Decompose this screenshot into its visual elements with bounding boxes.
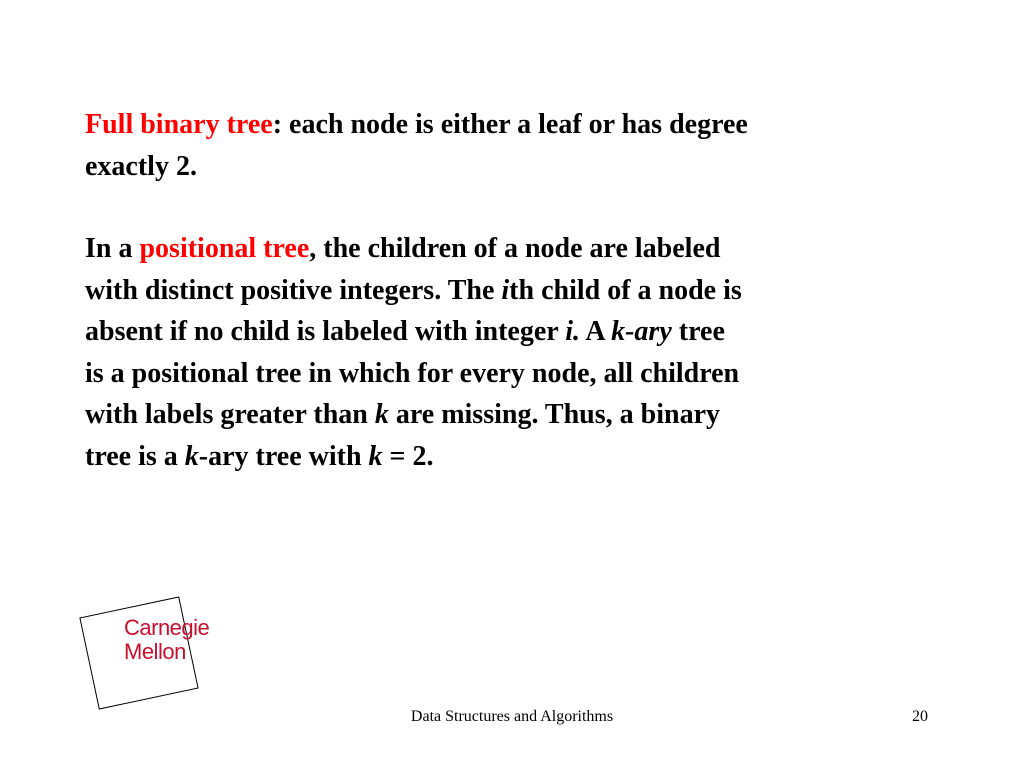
text-line — [85, 394, 945, 436]
carnegie-mellon-logo — [80, 590, 250, 715]
term-positional-tree: positional tree — [139, 233, 310, 264]
text-span: In a — [85, 233, 140, 264]
text-span: with distinct positive integers. The — [85, 274, 502, 306]
page-number: 20 — [912, 708, 928, 725]
text-span: : each node is either a leaf or has degree — [272, 109, 748, 140]
italic-k: k — [368, 440, 383, 472]
text-span: = 2. — [382, 440, 434, 472]
italic-k: k — [374, 399, 389, 430]
text-span: -ary tree with — [198, 440, 369, 472]
footer-course-title: Data Structures and Algorithms — [410, 708, 614, 725]
text-span: , the children of a node are labeled — [309, 233, 721, 264]
text-line — [85, 104, 945, 146]
slide-body — [85, 104, 945, 518]
italic-k: k — [184, 440, 199, 472]
definition-positional-tree — [85, 228, 945, 477]
definition-full-binary-tree — [85, 104, 945, 187]
logo-line-2: Mellon — [124, 639, 186, 664]
text-span: tree — [671, 316, 725, 347]
text-line: is a positional tree in which for every node, all children — [85, 357, 740, 389]
logo-line-1: Carnegie — [124, 615, 210, 640]
logo-wordmark — [124, 616, 209, 664]
text-line — [85, 270, 945, 312]
text-span: absent if no child is labeled with integer — [85, 316, 566, 347]
text-line: exactly 2. — [85, 150, 197, 182]
term-full-binary-tree: Full binary tree — [85, 109, 273, 140]
text-line — [85, 228, 945, 270]
text-span: th child of a node is — [509, 274, 742, 306]
text-line — [85, 436, 945, 478]
text-span: with labels greater than — [85, 399, 375, 430]
text-line — [85, 311, 945, 353]
text-span: are missing. Thus, a binary — [388, 399, 721, 430]
italic-i: i — [501, 274, 510, 306]
text-span: tree is a — [85, 440, 185, 472]
term-k-ary: k-ary — [611, 316, 672, 347]
text-span: A — [579, 316, 612, 347]
italic-i: i. — [565, 316, 580, 347]
